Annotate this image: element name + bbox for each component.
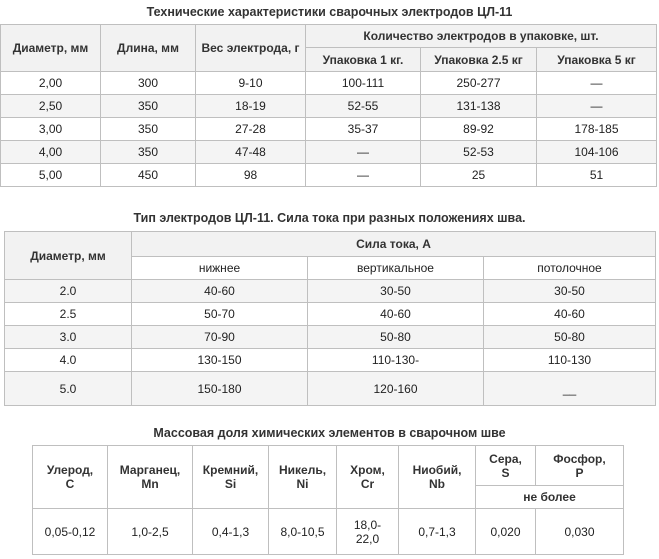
cell: 110-130 <box>484 349 656 372</box>
table-row <box>1 164 657 187</box>
cell: 104-106 <box>537 141 657 164</box>
value-carbon: 0,05-0,12 <box>33 509 108 555</box>
cell: 250-277 <box>421 72 537 95</box>
current-strength-table <box>4 231 656 406</box>
header-ceiling-position: потолочное <box>484 257 656 280</box>
table-row <box>5 326 656 349</box>
table2-caption: Тип электродов ЦЛ-11. Сила тока при разных положениях шва. <box>133 211 526 225</box>
cell: 2,00 <box>1 72 101 95</box>
header-phosphorus-symbol: P <box>575 465 584 480</box>
header-phosphorus <box>536 446 624 486</box>
cell: 110-130- <box>308 349 484 372</box>
table-row <box>5 349 656 372</box>
cell: 25 <box>421 164 537 187</box>
cell: 9-10 <box>196 72 306 95</box>
value-niobium: 0,7-1,3 <box>399 509 476 555</box>
cell: 4.0 <box>5 349 132 372</box>
header-niobium <box>399 446 476 509</box>
value-nickel: 8,0-10,5 <box>269 509 337 555</box>
value-chromium <box>337 509 399 555</box>
header-manganese <box>108 446 193 509</box>
header-nickel <box>269 446 337 509</box>
table-row <box>1 118 657 141</box>
cell: — <box>537 95 657 118</box>
header-silicon <box>193 446 269 509</box>
cell: — <box>306 164 421 187</box>
cell: 50-80 <box>308 326 484 349</box>
cell: 178-185 <box>537 118 657 141</box>
cell: 51 <box>537 164 657 187</box>
table-row <box>5 303 656 326</box>
header-sulfur-symbol: S <box>501 465 510 480</box>
header-niobium-name: Ниобий, <box>412 463 462 477</box>
header-nickel-name: Никель, <box>278 463 327 477</box>
header-quantity: Количество электродов в упаковке, шт. <box>306 25 657 48</box>
header-nickel-symbol: Ni <box>296 477 309 491</box>
table-row <box>1 141 657 164</box>
cell: 18-19 <box>196 95 306 118</box>
cell: 350 <box>101 118 196 141</box>
header-diameter: Диаметр, мм <box>1 25 101 72</box>
header-sulfur <box>476 446 536 486</box>
cell: 40-60 <box>308 303 484 326</box>
header-niobium-symbol: Nb <box>429 477 445 491</box>
value-silicon: 0,4-1,3 <box>193 509 269 555</box>
header-chromium-symbol: Cr <box>360 477 375 491</box>
cell: 350 <box>101 95 196 118</box>
cell: __ <box>484 372 656 406</box>
cell: 5,00 <box>1 164 101 187</box>
cell: 5.0 <box>5 372 132 406</box>
header-chromium-name: Хром, <box>350 463 385 477</box>
table-row <box>1 95 657 118</box>
cell: 35-37 <box>306 118 421 141</box>
cell: 50-80 <box>484 326 656 349</box>
table-row <box>5 372 656 406</box>
cell: 98 <box>196 164 306 187</box>
cell: 3,00 <box>1 118 101 141</box>
header-pack-2-5kg: Упаковка 2.5 кг <box>421 48 537 72</box>
cell: 40-60 <box>132 280 308 303</box>
header-phosphorus-name: Фосфор, <box>553 451 606 466</box>
table-row <box>1 72 657 95</box>
value-chromium-line1: 18,0- <box>353 517 382 532</box>
value-sulfur: 0,020 <box>476 509 536 555</box>
header-vertical-position: вертикальное <box>308 257 484 280</box>
header-pack-1kg: Упаковка 1 кг. <box>306 48 421 72</box>
cell: 120-160 <box>308 372 484 406</box>
cell: 52-53 <box>421 141 537 164</box>
cell: 3.0 <box>5 326 132 349</box>
cell: 70-90 <box>132 326 308 349</box>
value-phosphorus: 0,030 <box>536 509 624 555</box>
cell: 100-111 <box>306 72 421 95</box>
header-silicon-symbol: Si <box>224 477 237 491</box>
cell: 350 <box>101 141 196 164</box>
cell: — <box>537 72 657 95</box>
cell: 30-50 <box>484 280 656 303</box>
electrode-specs-table <box>0 24 657 187</box>
cell: 150-180 <box>132 372 308 406</box>
cell: 50-70 <box>132 303 308 326</box>
value-manganese: 1,0-2,5 <box>108 509 193 555</box>
table1-caption: Технические характеристики сварочных электродов ЦЛ-11 <box>146 5 513 19</box>
cell: 52-55 <box>306 95 421 118</box>
cell: 130-150 <box>132 349 308 372</box>
header-pack-5kg: Упаковка 5 кг <box>537 48 657 72</box>
header-carbon <box>33 446 108 509</box>
cell: 27-28 <box>196 118 306 141</box>
header-bottom-position: нижнее <box>132 257 308 280</box>
header-diameter: Диаметр, мм <box>5 232 132 280</box>
cell: 131-138 <box>421 95 537 118</box>
header-length: Длина, мм <box>101 25 196 72</box>
cell: 4,00 <box>1 141 101 164</box>
header-silicon-name: Кремний, <box>202 463 259 477</box>
header-chromium <box>337 446 399 509</box>
cell: 47-48 <box>196 141 306 164</box>
cell: 2.5 <box>5 303 132 326</box>
cell: 450 <box>101 164 196 187</box>
header-manganese-symbol: Mn <box>141 477 159 491</box>
cell: 300 <box>101 72 196 95</box>
cell: 40-60 <box>484 303 656 326</box>
header-current: Сила тока, А <box>132 232 656 257</box>
cell: — <box>306 141 421 164</box>
chemical-composition-table <box>32 445 624 555</box>
cell: 2,50 <box>1 95 101 118</box>
header-max-note: не более <box>476 486 624 509</box>
table3-caption: Массовая доля химических элементов в сварочном шве <box>153 426 506 440</box>
cell: 30-50 <box>308 280 484 303</box>
header-manganese-name: Марганец, <box>119 463 181 477</box>
header-carbon-name: Улерод, <box>46 463 94 477</box>
table-row <box>33 509 624 555</box>
table-row <box>5 280 656 303</box>
value-chromium-line2: 22,0 <box>355 531 380 546</box>
header-sulfur-name: Сера, <box>489 451 522 466</box>
cell: 2.0 <box>5 280 132 303</box>
header-weight: Вес электрода, г <box>196 25 306 72</box>
cell: 89-92 <box>421 118 537 141</box>
header-carbon-symbol: C <box>65 477 75 491</box>
